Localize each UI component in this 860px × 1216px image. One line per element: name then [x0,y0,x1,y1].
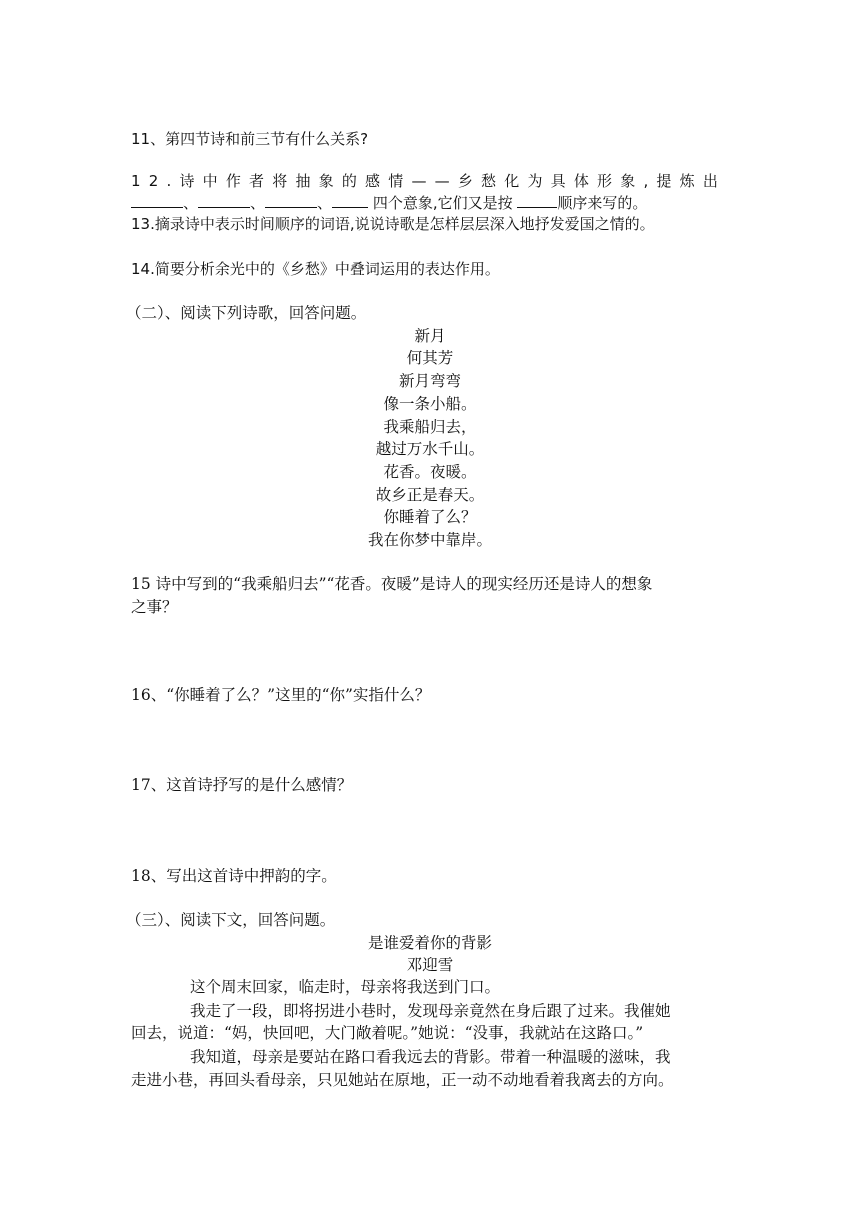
section-3-heading: （三）、阅读下文，回答问题。 [126,911,336,929]
poem-line: 越过万水千山。 [375,440,485,458]
answer-blank[interactable] [332,192,368,208]
answer-blank[interactable] [198,192,250,208]
poem-line: 我在你梦中靠岸。 [367,531,492,549]
poem-title: 新月 [414,327,446,345]
essay-paragraph-3-line1: 我知道，母亲是要站在路口看我远去的背影。带着一种温暖的滋味，我 [190,1048,671,1066]
answer-blank[interactable] [265,192,317,208]
question-16: 16、“你睡着了么？”这里的“你”实指什么？ [131,686,431,704]
question-12-end: 顺序来写的。 [557,194,648,212]
essay-paragraph-2-line1: 我走了一段，即将拐进小巷时，发现母亲竟然在身后跟了过来。我催她 [190,1002,671,1020]
answer-blank[interactable] [131,192,183,208]
section-2-heading: （二）、阅读下列诗歌，回答问题。 [126,304,367,322]
essay-author: 邓迎雪 [406,956,454,974]
essay-paragraph-3-line2: 走进小巷，再回头看母亲，只见她站在原地，正一动不动地看着我离去的方向。 [131,1071,674,1089]
question-12-line1: 12.诗中作者将抽象的感情——乡愁化为具体形象,提炼出 [131,172,727,190]
question-11: 11、第四节诗和前三节有什么关系? [131,130,369,148]
essay-paragraph-1: 这个周末回家，临走时，母亲将我送到门口。 [190,978,501,996]
question-12-middle: 四个意象,它们又是按 [368,194,518,212]
question-13: 13.摘录诗中表示时间顺序的词语,说说诗歌是怎样层层深入地抒发爱国之情的。 [131,215,655,233]
poem-line: 你睡着了么？ [383,508,477,526]
essay-paragraph-2-line2: 回去，说道：“妈，快回吧，大门敞着呢。”她说：“没事，我就站在这路口。” [131,1024,644,1042]
poem-line: 我乘船归去， [383,418,477,436]
separator: 、 [183,194,199,212]
question-14: 14.简要分析余光中的《乡愁》中叠词运用的表达作用。 [131,260,500,278]
question-17: 17、这首诗抒写的是什么感情？ [131,776,353,794]
question-15-line2: 之事？ [131,598,178,616]
poem-line: 花香。夜暖。 [383,463,477,481]
separator: 、 [317,194,333,212]
separator: 、 [250,194,266,212]
poem-line: 故乡正是春天。 [375,486,485,504]
question-18: 18、写出这首诗中押韵的字。 [131,867,337,885]
essay-title: 是谁爱着你的背影 [367,934,492,952]
question-15-line1: 15 诗中写到的“我乘船归去”“花香。夜暖”是诗人的现实经历还是诗人的想象 [131,575,653,593]
question-12-line2 [131,192,731,214]
poem-line: 新月弯弯 [398,372,461,390]
answer-blank[interactable] [517,192,557,208]
poem-line: 像一条小船。 [383,395,477,413]
poem-author: 何其芳 [406,349,454,367]
